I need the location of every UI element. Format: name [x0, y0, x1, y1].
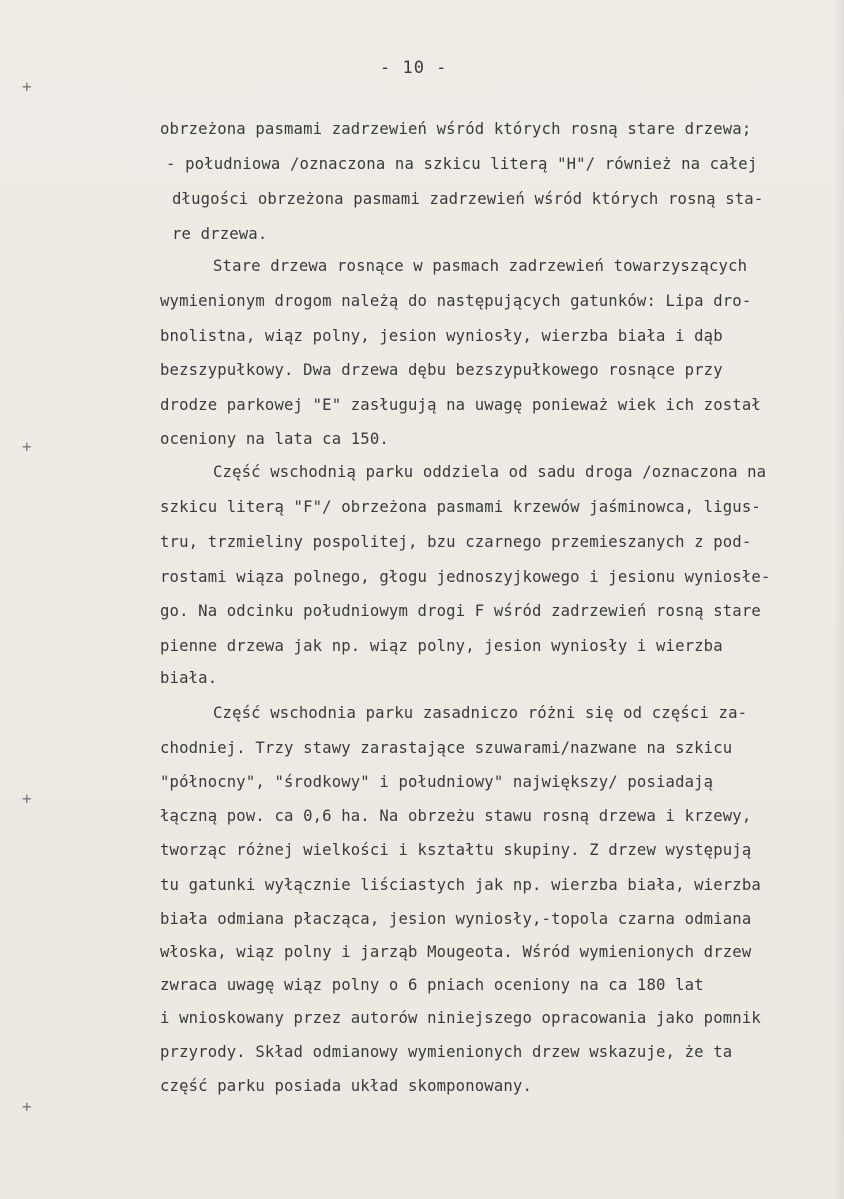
text-line: szkicu literą "F"/ obrzeżona pasmami krzewów jaśminowca, ligus- — [160, 498, 761, 516]
text-line: bezszypułkowy. Dwa drzewa dębu bezszypułkowego rosnące przy — [160, 361, 723, 379]
text-line: drodze parkowej "E" zasługują na uwagę ponieważ wiek ich został — [160, 396, 761, 414]
text-line: obrzeżona pasmami zadrzewień wśród których rosną stare drzewa; — [160, 120, 752, 138]
text-line: - południowa /oznaczona na szkicu literą "H"/ również na całej — [166, 155, 758, 173]
text-line: oceniony na lata ca 150. — [160, 430, 389, 448]
text-line: "północny", "środkowy" i południowy" największy/ posiadają — [160, 773, 714, 791]
text-line: re drzewa. — [172, 225, 268, 243]
text-line: biała odmiana płacząca, jesion wyniosły,-topola czarna odmiana — [160, 910, 752, 928]
text-line: go. Na odcinku południowym drogi F wśród zadrzewień rosną stare — [160, 602, 761, 620]
text-line: część parku posiada układ skomponowany. — [160, 1077, 532, 1095]
text-line: bnolistna, wiąz polny, jesion wyniosły, wierzba biała i dąb — [160, 327, 723, 345]
text-line: Część wschodnią parku oddziela od sadu droga /oznaczona na — [213, 463, 767, 481]
text-line: tworząc różnej wielkości i kształtu skupiny. Z drzew występują — [160, 841, 752, 859]
text-line: łączną pow. ca 0,6 ha. Na obrzeżu stawu rosną drzewa i krzewy, — [160, 807, 752, 825]
text-line: wymienionym drogom należą do następujących gatunków: Lipa dro- — [160, 292, 752, 310]
text-line: Stare drzewa rosnące w pasmach zadrzewień towarzyszących — [213, 257, 748, 275]
text-line: tu gatunki wyłącznie liściastych jak np. wierzba biała, wierzba — [160, 876, 761, 894]
text-line: włoska, wiąz polny i jarząb Mougeota. Wśród wymienionych drzew — [160, 943, 752, 961]
page-edge-shadow — [834, 0, 844, 1199]
text-line: i wnioskowany przez autorów niniejszego opracowania jako pomnik — [160, 1009, 761, 1027]
text-line: tru, trzmieliny pospolitej, bzu czarnego przemieszanych z pod- — [160, 533, 752, 551]
page-number: - 10 - — [380, 58, 448, 78]
punch-hole-mark-icon: + — [22, 789, 32, 808]
text-line: chodniej. Trzy stawy zarastające szuwarami/nazwane na szkicu — [160, 739, 733, 757]
text-line: zwraca uwagę wiąz polny o 6 pniach oceniony na ca 180 lat — [160, 976, 704, 994]
text-line: długości obrzeżona pasmami zadrzewień wśród których rosną sta- — [172, 190, 764, 208]
text-line: biała. — [160, 669, 218, 687]
punch-hole-mark-icon: + — [22, 77, 32, 96]
text-line: Część wschodnia parku zasadniczo różni się od części za- — [213, 704, 748, 722]
punch-hole-mark-icon: + — [22, 437, 32, 456]
text-line: pienne drzewa jak np. wiąz polny, jesion wyniosły i wierzba — [160, 637, 723, 655]
text-line: rostami wiąza polnego, głogu jednoszyjkowego i jesionu wyniosłe- — [160, 568, 771, 586]
text-line: przyrody. Skład odmianowy wymienionych drzew wskazuje, że ta — [160, 1043, 733, 1061]
punch-hole-mark-icon: + — [22, 1097, 32, 1116]
